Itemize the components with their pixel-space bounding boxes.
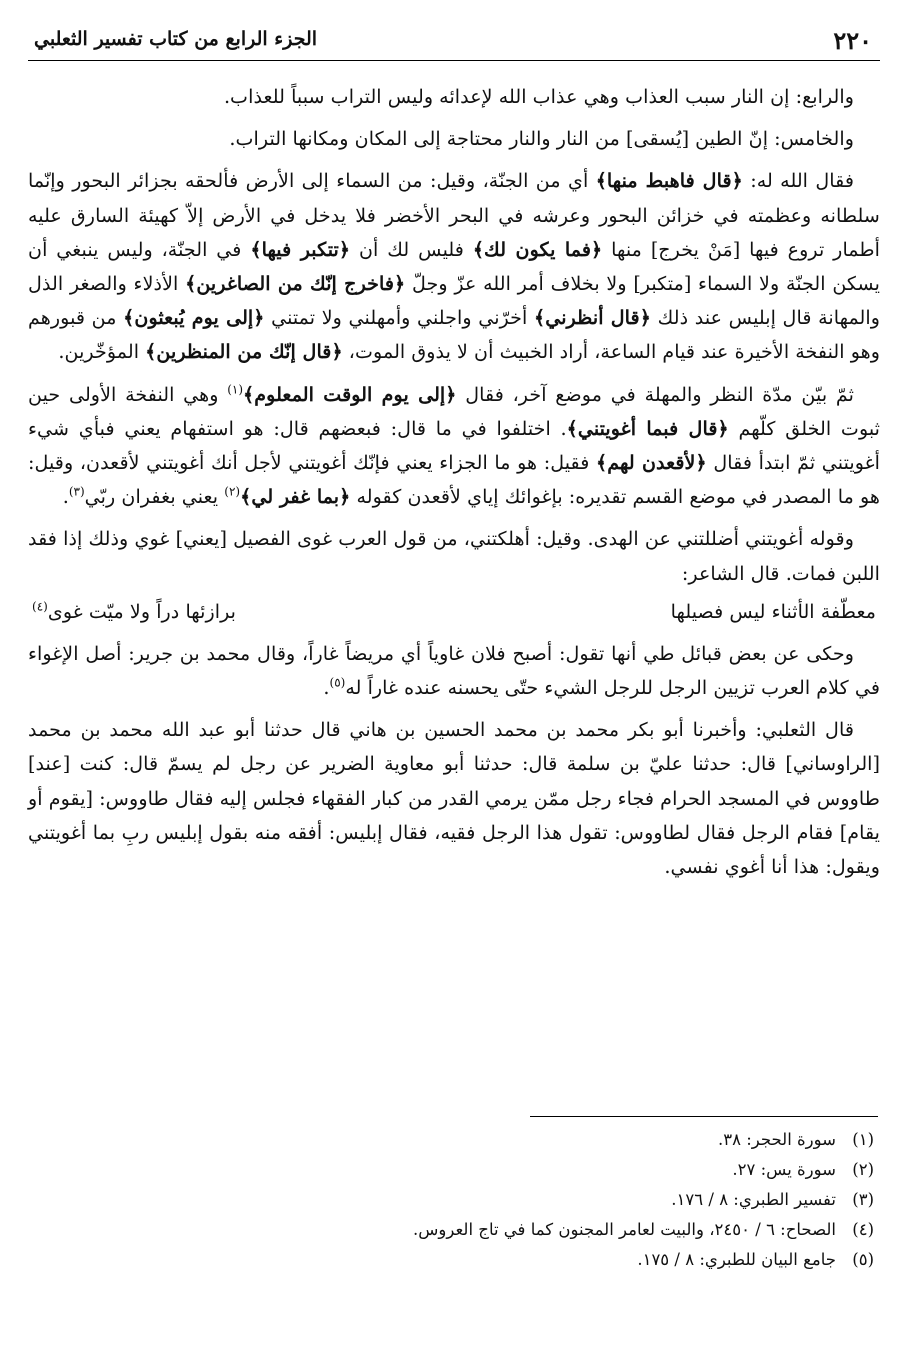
text-run: قال الثعلبي: وأخبرنا أبو بكر محمد بن محمد الحسين بن هاني قال حدثنا أبو عبد الله محمد بن محمد [الراوساني] قال: حدثنا عليّ بن سلمة قال: حدثنا أبو معاوية الضرير عن رجل لم يسمّ قال: كنت [عند] طاووس في المسجد الحرام فجاء رجل ممّن يرمي القدر من كبار الفقهاء فجلس إليه فقال طاووس: [يقوم أو يقام] فقام الرجل فقال لطاووس: تقول هذا الرجل فقيه، فقال إبليس: أفقه منه بقول إبليس ربِ بما أغويتني ويقول: هذا أنا أغوي نفسي. [28,718,880,879]
quran-quote: ﴿بما غفر لي﴾ [240,485,351,509]
paragraph [28,713,880,884]
paragraph [28,122,880,156]
paragraph [28,80,880,114]
footnotes [28,1125,874,1275]
verse-hemistich-1: معطّفة الأثناء ليس فصيلها [670,599,876,623]
footnote-text: تفسير الطبري: ٨ / ١٧٦. [671,1190,836,1209]
paragraph [28,164,880,369]
paragraph [28,522,880,590]
footnote-number: (٣) [852,1190,874,1209]
text-run: فقال الله له: [742,169,855,193]
footnote [28,1155,874,1185]
footnote-number: (٤) [852,1220,874,1239]
text-run: . [62,485,69,509]
quran-quote: ﴿قال إنّك من المنظرين﴾ [145,340,343,364]
text-run: أخرّني واجلني وأمهلني ولا تمتني [264,306,534,330]
text-run: وحكى عن بعض قبائل طي أنها تقول: أصبح فلان غاوياً أي مريضاً غاراً، وقال محمد بن جرير: أصل الإغواء في كلام العرب تزيين الرجل للرجل الشيء حتّى يحسنه عنده غاراً له [28,641,880,700]
text-run: المؤخّرين. [58,340,146,364]
footnote [28,1245,874,1275]
footnote-ref: (٣) [68,484,85,499]
verse-hemistich-2-text: برازئها دراً ولا ميّت غوى [47,599,237,623]
text-run: فليس لك أن [350,237,473,261]
text-run: والخامس: إنّ الطين [يُسقى] من النار والنار محتاجة إلى المكان ومكانها التراب. [229,127,854,151]
footnote-ref: (٤) [32,599,48,614]
main-text [28,80,880,884]
quran-quote: ﴿تتكبر فيها﴾ [250,237,351,261]
poetry-verse [28,595,880,629]
footnote-text: جامع البيان للطبري: ٨ / ١٧٥. [637,1250,836,1269]
text-run: ثمّ بيّن مدّة النظر والمهلة في موضع آخر، فقال [456,382,854,406]
verse-hemistich-2 [32,595,236,629]
text-run: . [323,676,330,700]
text-run: الأذلاء والصغر الذل والمهانة قال إبليس عند ذلك [28,272,880,330]
footnote [28,1125,874,1155]
footnote-text: سورة الحجر: ٣٨. [717,1130,836,1149]
running-title: الجزء الرابع من كتاب تفسير الثعلبي [34,28,318,50]
footnote-ref: (٥) [329,675,346,690]
paragraph [28,378,880,515]
quran-quote: ﴿فاخرج إنّك من الصاغرين﴾ [185,272,406,296]
footnote-ref: (١) [227,382,244,397]
footnote-number: (٥) [852,1250,874,1269]
text-run: فقيل: هو ما الجزاء يعني فإنّك أغويتني لأجل أنك أغويتني لأقعدن، وقيل: هو ما المصدر في موضع القسم تقديره: بإغوائك إياي لأقعدن كقوله [28,451,880,509]
quran-quote: ﴿قال أنظرني﴾ [533,306,651,330]
text-run: أي من الجنّة، وقيل: من السماء إلى الأرض فألحقه بجزائر البحور وإنّما سلطانه وعظمته في خزائن البحور وعرشه في البحر الأخضر فلا يدخل في الأرض إلاّ كهيئة السارق عليه أطمار تروع فيها [مَنْ يخرج] منها [28,169,880,261]
text-run: . اختلفوا في ما قال: فبعضهم قال: هو استفهام يعني فبأي شيء أغويتني ثمّ ابتدأ فقال [28,416,880,475]
text-run: وقوله أغويتني أضللتني عن الهدى. وقيل: أهلكتني، من قول العرب غوى الفصيل [يعني] غوي وذلك إذا فقد اللبن فمات. قال الشاعر: [28,527,880,585]
footnote-number: (١) [852,1130,874,1149]
quran-quote: ﴿لأقعدن لهم﴾ [596,451,707,475]
footnote-number: (٢) [852,1160,874,1179]
footnote-separator [530,1116,878,1117]
paragraph [28,637,880,705]
footnote-text: الصحاح: ٦ / ٢٤٥٠، والبيت لعامر المجنون كما في تاج العروس. [413,1220,836,1239]
footnote-ref: (٢) [224,484,241,499]
page-number: ٢٢٠ [833,26,872,55]
footnote-text: سورة يس: ٢٧. [732,1160,836,1179]
text-run: وهي النفخة الأولى حين ثبوت الخلق كلّهم [28,382,880,440]
quran-quote: ﴿قال فاهبط منها﴾ [595,169,743,193]
page-header [28,24,880,61]
text-run: في الجنّة، وليس ينبغي أن يسكن الجنّة ولا السماء [متكبر] ولا بخلاف أمر الله عزّ وجلّ [28,237,880,296]
footnote [28,1185,874,1215]
footnote [28,1215,874,1245]
quran-quote: ﴿إلى يوم يُبعثون﴾ [123,306,265,330]
book-page [28,0,880,1365]
text-run: والرابع: إن النار سبب العذاب وهي عذاب الله لإعدائه وليس التراب سبباً للعذاب. [223,85,854,108]
quran-quote: ﴿قال فبما أغويتني﴾ [566,416,729,440]
quran-quote: ﴿إلى يوم الوقت المعلوم﴾ [243,382,457,406]
quran-quote: ﴿فما يكون لك﴾ [472,237,603,261]
text-run: يعني بغفران ربّي [84,485,225,509]
text-run: من قبورهم وهو النفخة الأخيرة عند قيام الساعة، أراد الخبيث أن لا يذوق الموت، [28,306,880,364]
